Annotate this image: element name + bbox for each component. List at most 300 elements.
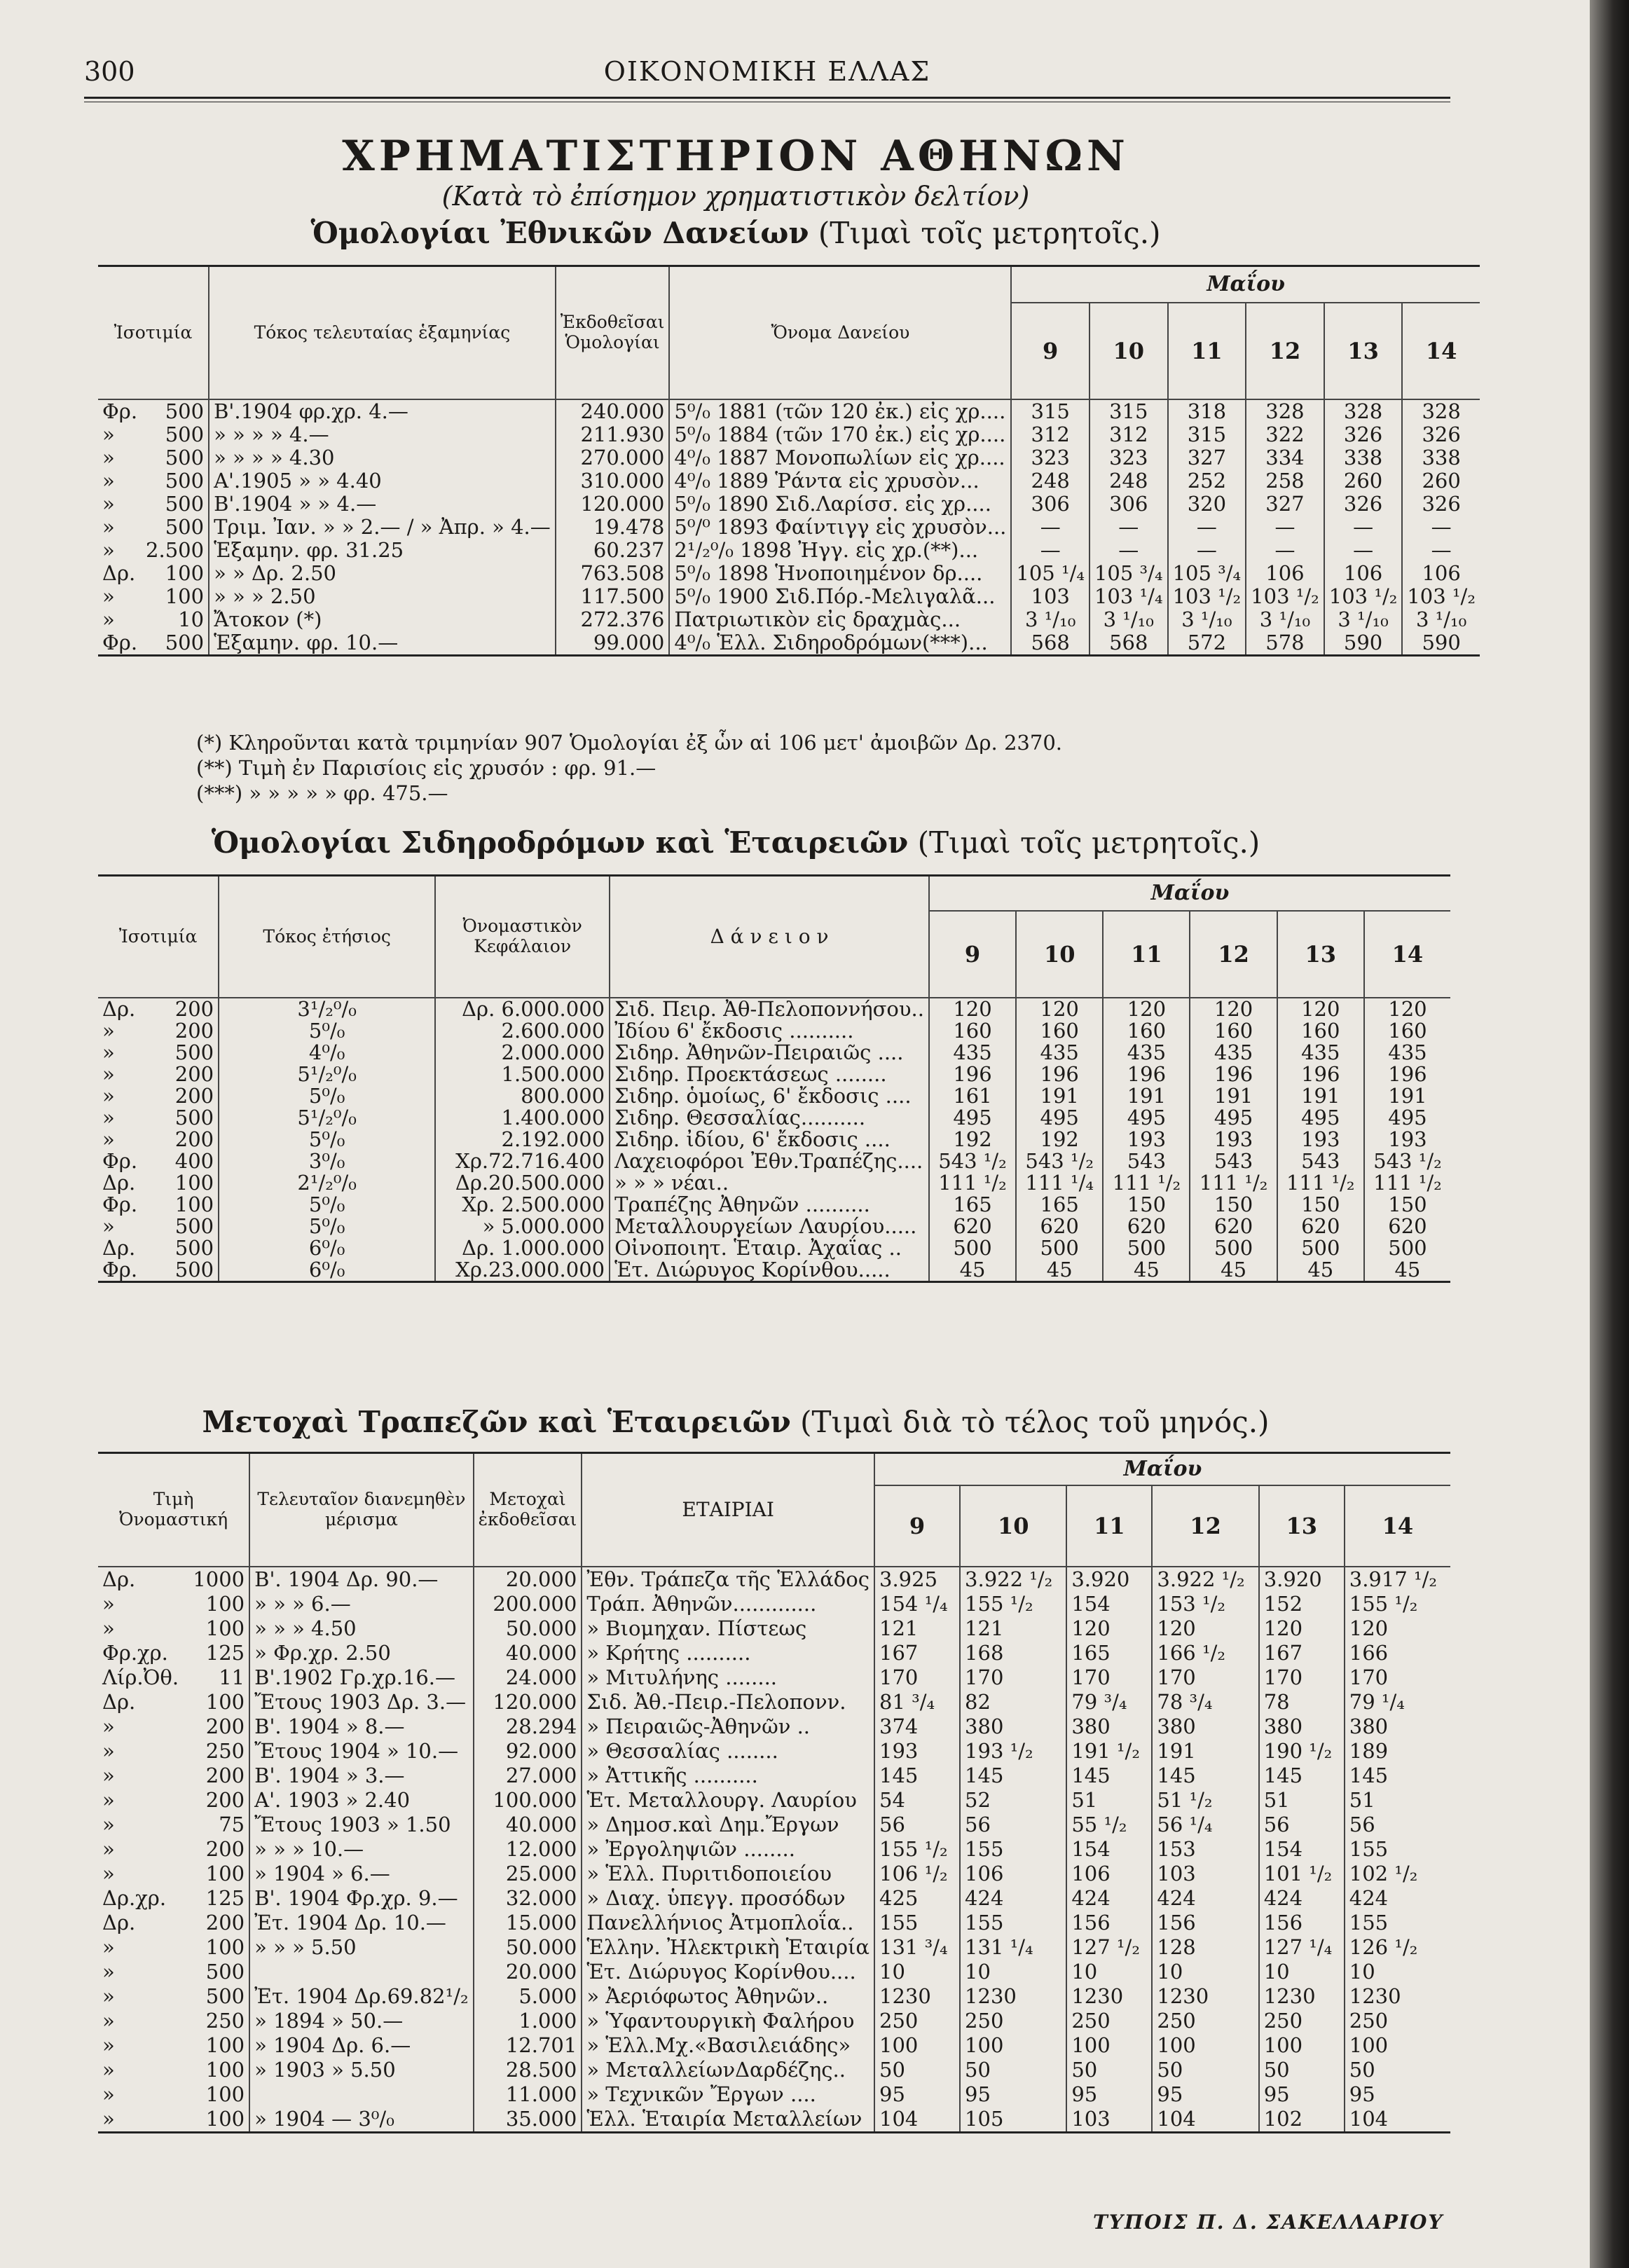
- price-cell: 170: [1349, 1665, 1389, 1689]
- price-cell: 620: [1277, 1216, 1364, 1237]
- row-cell: Β'.1904 » » 4.—: [209, 493, 556, 516]
- price-cell: 100: [1152, 2033, 1258, 2058]
- price-cell: 10: [874, 1960, 960, 1984]
- price-cell: 315: [1090, 399, 1168, 423]
- row-cell: 200: [183, 1911, 249, 1935]
- row-cell: 5¹/₂⁰/₀: [219, 1107, 435, 1129]
- price-cell: 315: [1011, 399, 1090, 423]
- col-header-capital: Ὀνομαστικὸν Κεφάλαιον: [435, 876, 610, 998]
- price-cell: 323: [1090, 446, 1168, 469]
- row-cell: 5⁰/₀: [219, 1216, 435, 1237]
- price-cell: 95: [960, 2082, 1066, 2107]
- price-cell: 3 ¹/₁₀: [1168, 608, 1246, 631]
- table-row: [98, 2082, 1450, 2107]
- price-cell: 50: [1066, 2058, 1152, 2082]
- row-cell: » Ἐργοληψιῶν ........: [582, 1837, 874, 1862]
- price-cell: 620: [929, 1216, 1016, 1237]
- price-cell: 145: [960, 1764, 1066, 1788]
- price-cell: 572: [1168, 631, 1246, 656]
- price-cell: 193 ¹/₂: [960, 1739, 1066, 1764]
- price-cell: 50: [874, 2058, 960, 2082]
- row-cell: 1.000: [474, 2009, 582, 2033]
- row-cell: 500: [183, 1960, 249, 1984]
- row-cell: 200: [156, 1020, 219, 1042]
- row-cell: » Πειραιῶς-Ἀθηνῶν ..: [582, 1714, 874, 1739]
- price-cell: 425: [874, 1886, 960, 1911]
- price-cell: 248: [1011, 469, 1090, 493]
- price-cell: 45: [1277, 1259, 1364, 1282]
- price-cell: 380: [1259, 1714, 1345, 1739]
- row-cell: 200: [156, 1064, 219, 1085]
- price-cell: 250: [1066, 2009, 1152, 2033]
- row-cell: 25.000: [474, 1862, 582, 1886]
- price-cell: 155: [874, 1911, 960, 1935]
- price-cell: 3 ¹/₁₀: [1090, 608, 1168, 631]
- price-cell: 326: [1422, 422, 1461, 446]
- price-cell: 155: [960, 1837, 1066, 1862]
- row-cell: »: [102, 1106, 115, 1129]
- price-cell: 543 ¹/₂: [1373, 1149, 1442, 1173]
- price-cell: 56: [960, 1813, 1066, 1837]
- price-cell: 170: [1259, 1665, 1345, 1690]
- row-cell: 2¹/₂⁰/₀: [219, 1172, 435, 1194]
- price-cell: 78 ³/₄: [1152, 1690, 1258, 1714]
- price-cell: 435: [1103, 1042, 1190, 1064]
- price-cell: 106: [1246, 562, 1324, 585]
- table-row: [98, 1935, 1450, 1960]
- row-cell: »: [102, 2082, 115, 2106]
- row-cell: » » » νέαι..: [610, 1172, 929, 1194]
- price-cell: 193: [1103, 1129, 1190, 1150]
- price-cell: 500: [1103, 1237, 1190, 1259]
- price-cell: 120: [1103, 998, 1190, 1020]
- row-cell: Φρ.: [102, 399, 138, 423]
- price-cell: 193: [1388, 1127, 1427, 1151]
- row-cell: 11: [183, 1665, 249, 1690]
- row-cell: Πανελλήνιος Ἀτμοπλοΐα..: [582, 1911, 874, 1935]
- row-cell: 400: [156, 1150, 219, 1172]
- price-cell: 155: [1349, 1837, 1389, 1861]
- price-cell: 150: [1277, 1194, 1364, 1216]
- price-cell: 155 ¹/₂: [874, 1837, 960, 1862]
- price-cell: 161: [929, 1085, 1016, 1107]
- price-cell: 127 ¹/₄: [1259, 1935, 1345, 1960]
- row-cell: 100: [183, 2058, 249, 2082]
- row-cell: » » » 10.—: [249, 1837, 474, 1862]
- price-cell: 95: [1349, 2082, 1375, 2106]
- row-cell: »: [102, 1616, 115, 1640]
- col-header-dividend: Τελευταῖον διανεμηθὲν μέρισμα: [249, 1453, 474, 1567]
- table-row: [98, 1764, 1450, 1788]
- table-row: [98, 1960, 1450, 1984]
- row-cell: Φρ.: [102, 1193, 138, 1216]
- price-cell: —: [1324, 516, 1403, 539]
- price-cell: 435: [1190, 1042, 1277, 1064]
- price-cell: 315: [1168, 423, 1246, 446]
- price-cell: 160: [1016, 1020, 1103, 1042]
- row-cell: 10: [142, 608, 209, 631]
- row-cell: Ἑλλ. Ἑταιρία Μεταλλείων: [582, 2107, 874, 2133]
- table-row: [98, 1714, 1450, 1739]
- row-cell: 92.000: [474, 1739, 582, 1764]
- price-cell: 105: [960, 2107, 1066, 2133]
- row-cell: Ἑτ. Μεταλλουργ. Λαυρίου: [582, 1788, 874, 1813]
- price-cell: 100: [1066, 2033, 1152, 2058]
- row-cell: » » » » 4.30: [209, 446, 556, 469]
- price-cell: 156: [1259, 1911, 1345, 1935]
- national-loans-table: [98, 265, 1480, 657]
- price-cell: 170: [1066, 1665, 1152, 1690]
- price-cell: 103: [1066, 2107, 1152, 2133]
- price-cell: 45: [1394, 1258, 1421, 1281]
- table-row: [98, 1592, 1450, 1616]
- price-cell: 105 ¹/₄: [1011, 562, 1090, 585]
- row-cell: 4⁰/₀ Ἑλλ. Σιδηροδρόμων(***)...: [669, 631, 1011, 656]
- row-cell: 500: [142, 469, 209, 493]
- price-cell: 191: [1016, 1085, 1103, 1107]
- row-cell: 100: [156, 1194, 219, 1216]
- price-cell: 1230: [1259, 1984, 1345, 2009]
- table-row: [98, 469, 1480, 493]
- price-cell: 338: [1324, 446, 1403, 469]
- row-cell: »: [102, 1837, 115, 1861]
- row-cell: » » » 5.50: [249, 1935, 474, 1960]
- row-cell: Ἑξαμην. φρ. 31.25: [209, 539, 556, 562]
- price-cell: 121: [960, 1616, 1066, 1641]
- price-cell: 95: [874, 2082, 960, 2107]
- price-cell: 196: [1190, 1064, 1277, 1085]
- price-cell: 424: [1259, 1886, 1345, 1911]
- table-row: [98, 493, 1480, 516]
- col-header-nominal: Τιμὴ Ὀνομαστική: [98, 1453, 249, 1567]
- table-row: [98, 1665, 1450, 1690]
- price-cell: 106: [1422, 561, 1461, 585]
- price-cell: 120: [1152, 1616, 1258, 1641]
- row-cell: » Ὑφαντουργικὴ Φαλήρου: [582, 2009, 874, 2033]
- price-cell: —: [1011, 516, 1090, 539]
- price-cell: 250: [960, 2009, 1066, 2033]
- price-cell: 78: [1259, 1690, 1345, 1714]
- row-cell: 4⁰/₀ 1887 Μονοπωλίων εἰς χρ....: [669, 446, 1011, 469]
- row-cell: » Βιομηχαν. Πίστεως: [582, 1616, 874, 1641]
- row-cell: 12.000: [474, 1837, 582, 1862]
- day-header: 14: [1402, 303, 1480, 399]
- row-cell: 200: [183, 1837, 249, 1862]
- row-cell: 200: [156, 1085, 219, 1107]
- table-row: [98, 1567, 1450, 1592]
- row-cell: 200.000: [474, 1592, 582, 1616]
- row-cell: » 1904 — 3⁰/₀: [249, 2107, 474, 2133]
- row-cell: 6⁰/₀: [219, 1259, 435, 1282]
- price-cell: —: [1324, 539, 1403, 562]
- price-cell: 543: [1277, 1150, 1364, 1172]
- price-cell: 111 ¹/₄: [1016, 1172, 1103, 1194]
- price-cell: 543: [1103, 1150, 1190, 1172]
- price-cell: 145: [1259, 1764, 1345, 1788]
- row-cell: » Δημοσ.καὶ Δημ.Ἔργων: [582, 1813, 874, 1837]
- row-cell: Τραπέζης Ἀθηνῶν ..........: [610, 1194, 929, 1216]
- row-cell: » 1903 » 5.50: [249, 2058, 474, 2082]
- row-cell: Β'.1904 φρ.χρ. 4.—: [209, 399, 556, 423]
- price-cell: 190 ¹/₂: [1259, 1739, 1345, 1764]
- row-cell: Τράπ. Ἀθηνῶν.............: [582, 1592, 874, 1616]
- price-cell: 250: [1152, 2009, 1258, 2033]
- price-cell: 131 ³/₄: [874, 1935, 960, 1960]
- price-cell: 145: [874, 1764, 960, 1788]
- price-cell: 318: [1168, 399, 1246, 423]
- row-cell: 5⁰/₀ 1881 (τῶν 120 ἐκ.) εἰς χρ....: [669, 399, 1011, 423]
- row-cell: » Ἑλλ.Μχ.«Βασιλειάδης»: [582, 2033, 874, 2058]
- printer-imprint: ΤΥΠΟΙΣ Π. Δ. ΣΑΚΕΛΛΑΡΙΟΥ: [1093, 2211, 1444, 2234]
- row-cell: 500: [142, 446, 209, 469]
- price-cell: 56: [1349, 1813, 1375, 1836]
- table-row: [98, 1813, 1450, 1837]
- table-row: [98, 1641, 1450, 1665]
- row-cell: 500: [142, 493, 209, 516]
- row-cell: 2.000.000: [435, 1042, 610, 1064]
- price-cell: 81 ³/₄: [874, 1690, 960, 1714]
- row-cell: » Τεχνικῶν Ἔργων ....: [582, 2082, 874, 2107]
- row-cell: Οἰνοποιητ. Ἑταιρ. Ἀχαΐας ..: [610, 1237, 929, 1259]
- price-cell: 1230: [1152, 1984, 1258, 2009]
- price-cell: 121: [874, 1616, 960, 1641]
- row-cell: 3⁰/₀: [219, 1150, 435, 1172]
- price-cell: 500: [1388, 1236, 1427, 1260]
- row-cell: »: [102, 2009, 115, 2033]
- table-row: [98, 562, 1480, 585]
- day-header: 14: [1345, 1485, 1450, 1567]
- row-cell: Β'. 1904 » 8.—: [249, 1714, 474, 1739]
- row-cell: 4⁰/₀ 1889 Ῥάντα εἰς χρυσὸν...: [669, 469, 1011, 493]
- footnote: (*) Κληροῦνται κατὰ τριμηνίαν 907 Ὁμολογίαι ἐξ ὧν αἱ 106 μετ' ἀμοιβῶν Δρ. 2370.: [196, 731, 1062, 755]
- row-cell: Ἔτους 1904 » 10.—: [249, 1739, 474, 1764]
- price-cell: 166: [1349, 1641, 1389, 1665]
- price-cell: 191: [1277, 1085, 1364, 1107]
- price-cell: 45: [1103, 1259, 1190, 1282]
- table-row: [98, 585, 1480, 608]
- col-header-loan: Δ ά ν ε ι ο ν: [610, 876, 929, 998]
- row-cell: Ἔτους 1903 Δρ. 3.—: [249, 1690, 474, 1714]
- price-cell: 160: [929, 1020, 1016, 1042]
- row-cell: Δρ.: [102, 1690, 136, 1714]
- row-cell: 800.000: [435, 1085, 610, 1107]
- row-cell: Δρ.χρ.: [102, 1886, 167, 1910]
- section2-title-rest: (Τιμαὶ τοῖς μετρητοῖς.): [908, 825, 1260, 860]
- price-cell: 495: [1388, 1106, 1427, 1129]
- price-cell: 10: [1066, 1960, 1152, 1984]
- price-cell: 192: [929, 1129, 1016, 1150]
- row-cell: Ἐτ. 1904 Δρ.69.82¹/₂: [249, 1984, 474, 2009]
- price-cell: 435: [1277, 1042, 1364, 1064]
- book-spine-shadow: [1590, 0, 1629, 2268]
- row-cell: Μεταλλουργείων Λαυρίου.....: [610, 1216, 929, 1237]
- table-row: [98, 1862, 1450, 1886]
- price-cell: 100: [960, 2033, 1066, 2058]
- row-cell: »: [102, 2107, 115, 2131]
- section1-title-rest: (Τιμαὶ τοῖς μετρητοῖς.): [809, 216, 1161, 250]
- row-cell: » Φρ.χρ. 2.50: [249, 1641, 474, 1665]
- price-cell: 500: [1190, 1237, 1277, 1259]
- price-cell: 193: [1190, 1129, 1277, 1150]
- row-cell: Δρ.: [102, 1171, 136, 1195]
- price-cell: 111 ¹/₂: [1373, 1171, 1442, 1195]
- table-row: [98, 516, 1480, 539]
- price-cell: 435: [1016, 1042, 1103, 1064]
- price-cell: 196: [1277, 1064, 1364, 1085]
- row-cell: 100: [183, 2107, 249, 2133]
- day-header: 12: [1246, 303, 1324, 399]
- price-cell: 3.925: [874, 1567, 960, 1592]
- row-cell: » Θεσσαλίας ........: [582, 1739, 874, 1764]
- price-cell: 3.922 ¹/₂: [1152, 1567, 1258, 1592]
- price-cell: 578: [1246, 631, 1324, 656]
- price-cell: 568: [1011, 631, 1090, 656]
- col-header-coupon: Τόκος τελευταίας ἑξαμηνίας: [209, 266, 556, 400]
- price-cell: 10: [1349, 1960, 1375, 1984]
- row-cell: »: [102, 2033, 115, 2057]
- price-cell: 380: [960, 1714, 1066, 1739]
- row-cell: »: [102, 2058, 115, 2082]
- row-cell: Δρ.: [102, 1567, 136, 1591]
- price-cell: 170: [1152, 1665, 1258, 1690]
- price-cell: 120: [1349, 1616, 1389, 1640]
- price-cell: —: [1246, 516, 1324, 539]
- row-cell: Φρ.: [102, 1149, 138, 1173]
- row-cell: 12.701: [474, 2033, 582, 2058]
- price-cell: 258: [1246, 469, 1324, 493]
- day-header: 13: [1277, 911, 1364, 998]
- month-header: Μαΐου: [929, 876, 1450, 912]
- price-cell: —: [1168, 516, 1246, 539]
- price-cell: 50: [1349, 2058, 1375, 2082]
- price-cell: 170: [960, 1665, 1066, 1690]
- table-row: [98, 998, 1450, 1020]
- price-cell: 168: [960, 1641, 1066, 1665]
- price-cell: 79 ³/₄: [1066, 1690, 1152, 1714]
- row-cell: 5⁰/₀ 1900 Σιδ.Πόρ.-Μελιγαλᾶ...: [669, 585, 1011, 608]
- row-cell: Α'. 1903 » 2.40: [249, 1788, 474, 1813]
- row-cell: 24.000: [474, 1665, 582, 1690]
- table-row: [98, 1150, 1450, 1172]
- col-header-loan-name: Ὄνομα Δανείου: [669, 266, 1011, 400]
- table-row: [98, 1739, 1450, 1764]
- price-cell: 306: [1090, 493, 1168, 516]
- price-cell: 193: [1277, 1129, 1364, 1150]
- price-cell: 260: [1422, 469, 1461, 493]
- row-cell: »: [102, 469, 115, 493]
- price-cell: 103 ¹/₂: [1324, 585, 1403, 608]
- price-cell: —: [1090, 516, 1168, 539]
- table-row: [98, 1129, 1450, 1150]
- table-row: [98, 423, 1480, 446]
- row-cell: 28.500: [474, 2058, 582, 2082]
- price-cell: 424: [1066, 1886, 1152, 1911]
- col-header-par: Ἰσοτιμία: [98, 266, 209, 400]
- row-cell: Φρ.χρ.: [102, 1641, 168, 1665]
- price-cell: 106: [960, 1862, 1066, 1886]
- price-cell: 126 ¹/₂: [1349, 1935, 1418, 1959]
- row-cell: 2.192.000: [435, 1129, 610, 1150]
- price-cell: 495: [1016, 1107, 1103, 1129]
- row-cell: Ἑλλην. Ἠλεκτρικὴ Ἑταιρία: [582, 1935, 874, 1960]
- price-cell: —: [1431, 538, 1452, 562]
- price-cell: 338: [1422, 446, 1461, 469]
- row-cell: Πατριωτικὸν εἰς δραχμὰς...: [669, 608, 1011, 631]
- price-cell: 111 ¹/₂: [1190, 1172, 1277, 1194]
- price-cell: 3.920: [1066, 1567, 1152, 1592]
- price-cell: 196: [929, 1064, 1016, 1085]
- row-cell: 100: [142, 585, 209, 608]
- row-cell: »: [102, 1127, 115, 1151]
- price-cell: 543: [1190, 1150, 1277, 1172]
- row-cell: »: [102, 1984, 115, 2008]
- row-cell: » ΜεταλλείωνΔαρδέζης..: [582, 2058, 874, 2082]
- row-cell: Φρ.: [102, 631, 138, 654]
- price-cell: 160: [1190, 1020, 1277, 1042]
- day-header: 11: [1168, 303, 1246, 399]
- table-row: [98, 1085, 1450, 1107]
- row-cell: 28.294: [474, 1714, 582, 1739]
- row-cell: Δρ.20.500.000: [435, 1172, 610, 1194]
- table-row: [98, 1064, 1450, 1085]
- price-cell: 104: [874, 2107, 960, 2133]
- section1-title-bold: Ὁμολογίαι Ἐθνικῶν Δανείων: [310, 216, 809, 250]
- price-cell: 326: [1324, 493, 1403, 516]
- row-cell: 310.000: [556, 469, 670, 493]
- table-row: [98, 608, 1480, 631]
- price-cell: 248: [1090, 469, 1168, 493]
- price-cell: 160: [1103, 1020, 1190, 1042]
- row-cell: 1.400.000: [435, 1107, 610, 1129]
- row-cell: 2.600.000: [435, 1020, 610, 1042]
- month-header: Μαΐου: [874, 1453, 1450, 1486]
- price-cell: 328: [1422, 399, 1461, 423]
- row-cell: Σιδ. Ἀθ.-Πειρ.-Πελοπονν.: [582, 1690, 874, 1714]
- day-header: 13: [1259, 1485, 1345, 1567]
- price-cell: 620: [1016, 1216, 1103, 1237]
- table-row: [98, 1911, 1450, 1935]
- price-cell: 152: [1259, 1592, 1345, 1616]
- price-cell: 10: [1259, 1960, 1345, 1984]
- price-cell: 155: [1349, 1911, 1389, 1934]
- table-row: [98, 1107, 1450, 1129]
- price-cell: 160: [1388, 1019, 1427, 1043]
- row-cell: »: [102, 1862, 115, 1885]
- price-cell: 54: [874, 1788, 960, 1813]
- price-cell: 3 ¹/₁₀: [1246, 608, 1324, 631]
- row-cell: 100: [183, 1690, 249, 1714]
- row-cell: 50.000: [474, 1935, 582, 1960]
- row-cell: 117.500: [556, 585, 670, 608]
- row-cell: 27.000: [474, 1764, 582, 1788]
- row-cell: 500: [183, 1984, 249, 2009]
- row-cell: Β'.1902 Γρ.χρ.16.—: [249, 1665, 474, 1690]
- row-cell: Σιδηρ. Θεσσαλίας..........: [610, 1107, 929, 1129]
- price-cell: 155 ¹/₂: [960, 1592, 1066, 1616]
- row-cell: »: [102, 1935, 115, 1959]
- row-cell: 200: [183, 1764, 249, 1788]
- row-cell: »: [102, 1764, 115, 1787]
- price-cell: 100: [1349, 2033, 1389, 2057]
- row-cell: 5¹/₂⁰/₀: [219, 1064, 435, 1085]
- row-cell: 500: [156, 1107, 219, 1129]
- price-cell: 380: [1349, 1714, 1389, 1738]
- price-cell: 45: [1016, 1259, 1103, 1282]
- day-header: 12: [1152, 1485, 1258, 1567]
- price-cell: 500: [1016, 1237, 1103, 1259]
- row-cell: 500: [156, 1237, 219, 1259]
- table-row: [98, 2009, 1450, 2033]
